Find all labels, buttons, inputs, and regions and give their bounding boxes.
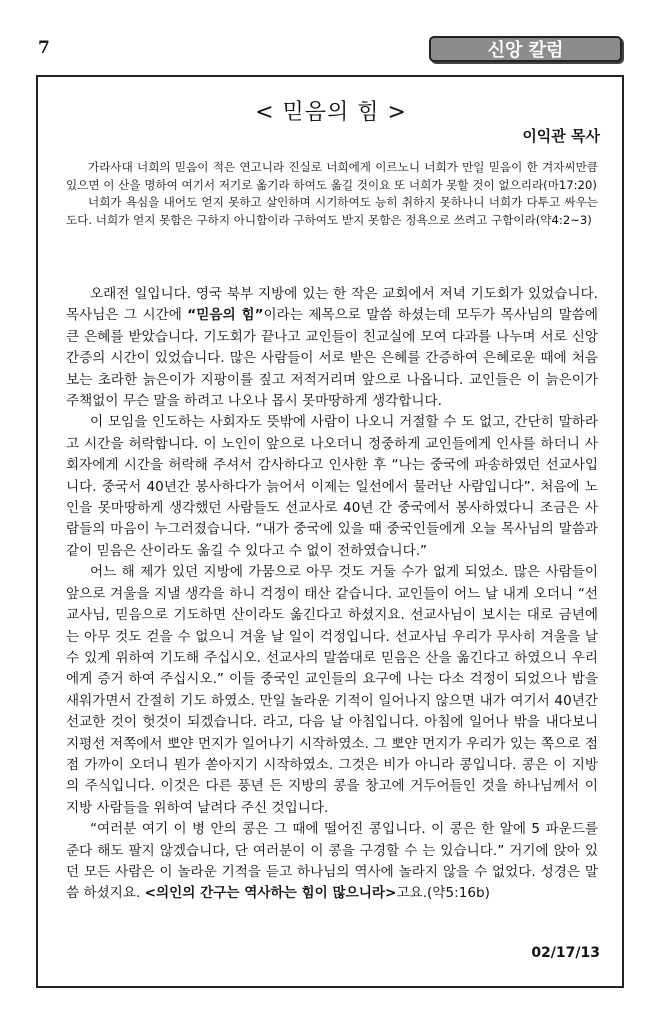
article-body bbox=[66, 284, 598, 905]
scripture-quote bbox=[66, 159, 598, 229]
article-date: 02/17/13 bbox=[531, 945, 600, 961]
body-text-segment: 오래전 일입니다. 영국 북부 지방에 있는 한 작은 교회에서 저녁 기도회가 있었습니다. 목사님은 그 시간에 bbox=[66, 286, 598, 324]
emphasis-text: <의인의 간구는 역사하는 힘이 많으니라> bbox=[144, 885, 397, 902]
article-title: < 믿음의 힘 > bbox=[255, 100, 407, 125]
emphasis-text: “믿음의 힘” bbox=[187, 307, 264, 324]
section-label: 신앙 칼럼 bbox=[429, 36, 622, 62]
body-paragraph: 이 모임을 인도하는 사회자도 뜻밖에 사람이 나오니 거절할 수 도 없고, 간단히 말하라고 시간을 허락합니다. 이 노인이 앞으로 나오더니 정중하게 교인들에게 인사를 하더니 사회자에게 시간을 허락해 주셔서 감사하다고 인사한 후 “나는 중국에 파송하였던 선교사입니다. 중국서 40년간 봉사하다가 늙어서 이제는 일선에서 물러난 사람입니다”. 처음에 노인을 못마땅하게 생각했던 사람들도 선교사로 40년 간 중국에서 봉사하였다니 조금은 사람들의 마음이 누그러졌습니다. “내가 중국에 있을 때 중국인들에게 오늘 목사님의 말씀과 같이 믿음은 산이라도 옮길 수 있다고 수 없이 전하였습니다.” bbox=[66, 414, 598, 559]
page-number: 7 bbox=[38, 38, 50, 58]
body-paragraph bbox=[66, 819, 598, 905]
article-author: 이익관 목사 bbox=[522, 127, 600, 145]
body-text-segment: 고요.(약5:16b) bbox=[396, 885, 490, 902]
body-text-segment: “여러분 여기 이 병 안의 콩은 그 때에 떨어진 콩입니다. 이 콩은 한 알에 5 파운드를 준다 해도 팔지 않겠습니다, 단 여러분이 이 콩을 구경할 수 는 있습니다.” 거기에 앉아 있던 모든 사람은 이 놀라운 기적을 듣고 하나님의 역사에 놀라지 않을 수 없었다. 성경은 말씀 하셨지요. bbox=[66, 821, 598, 902]
body-text-segment: 이라는 제목으로 말씀 하셨는데 모두가 목사님의 말씀에 큰 은혜를 받았습니다. 기도회가 끝나고 교인들이 친교실에 모여 다과를 나누며 서로 신앙 간증의 시간이 있었습니다. 많은 사람들이 서로 받은 은혜를 간증하여 은혜로운 때에 처음 보는 초라한 늙은이가 지팡이를 짚고 저적거리며 앞으로 나옵니다. 교인들은 이 늙은이가 주책없이 무슨 말을 하려고 나오나 몹시 못마땅하게 생각합니다. bbox=[66, 307, 599, 410]
body-paragraph bbox=[66, 284, 598, 412]
quote-paragraph: 가라사대 너희의 믿음이 적은 연고니라 진실로 너희에게 이르노니 너희가 만일 믿음이 한 겨자씨만큼 있으면 이 산을 명하여 여기서 저기로 옮기라 하여도 옮길 것이요 또 너희가 못할 것이 없으리라(마17:20) bbox=[66, 160, 598, 192]
quote-paragraph: 너희가 욕심을 내어도 얻지 못하고 살인하며 시기하여도 능히 취하지 못하나니 너희가 다투고 싸우는 도다. 너희가 얻지 못함은 구하지 아니함이라 구하여도 받지 못함은 정욕으로 쓰려고 구함이라(약4:2~3) bbox=[66, 195, 598, 227]
body-paragraph: 어느 해 제가 있던 지방에 가뭄으로 아무 것도 거둘 수가 없게 되었소. 많은 사람들이 앞으로 겨울을 지낼 생각을 하니 걱정이 태산 같습니다. 교인들이 어느 날 내게 오더니 “선교사님, 믿음으로 기도하면 산이라도 옮긴다고 하셨지요. 선교사님이 보시는 대로 금년에는 아무 것도 걷을 수 없으니 겨울 날 일이 걱정입니다. 선교사님 우리가 무사히 겨울을 날 수 있게 위하여 기도해 주십시오. 선교사의 말씀대로 믿음은 산을 옮긴다고 하였으니 우리에게 증거 하여 주십시오.” 이들 중국인 교인들의 요구에 나는 다소 걱정이 되었으나 밤을 새워가면서 간절히 기도 하였소. 만일 놀라운 기적이 일어나지 않으면 내가 여기서 40년간 선교한 것이 헛것이 되겠습니다. 라고, 다음 날 아침입니다. 아침에 일어나 밖을 내다보니 지평선 저쪽에서 뽀얀 먼지가 일어나기 시작하였소. 그 뽀얀 먼지가 우리가 있는 쪽으로 점점 가까이 오더니 뭔가 쏟아지기 시작하였소. 그것은 비가 아니라 콩입니다. 콩은 이 지방의 주식입니다. 이것은 다른 풍년 든 지방의 콩을 창고에 거두어들인 것을 하나님께서 이 지방 사람들을 위하여 날려다 주신 것입니다. bbox=[66, 564, 598, 816]
